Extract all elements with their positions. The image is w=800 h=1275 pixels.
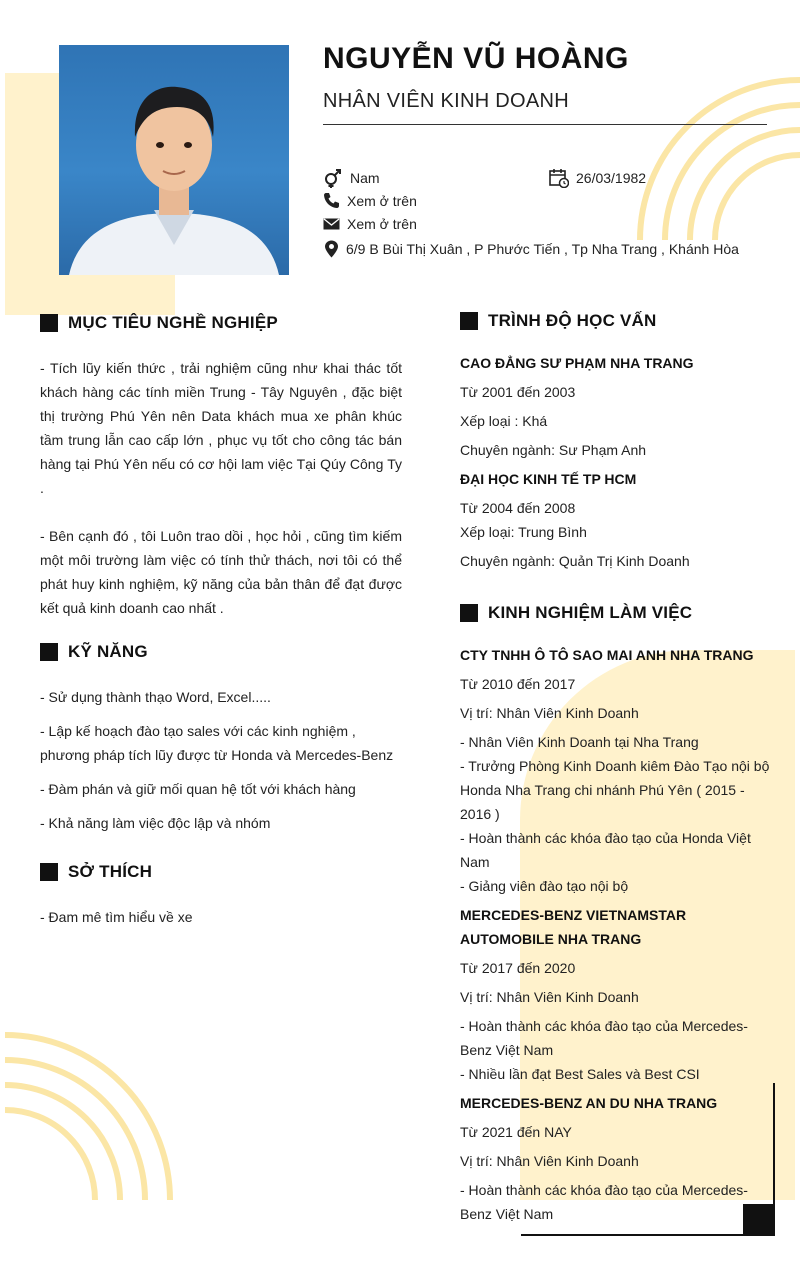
- edu-major: Chuyên ngành: Sư Phạm Anh: [460, 442, 647, 458]
- decor-arcs-top: [630, 70, 800, 240]
- school-name: CAO ĐẲNG SƯ PHẠM NHA TRANG: [460, 355, 694, 371]
- edu-major: Chuyên ngành: Quản Trị Kinh Doanh: [460, 553, 690, 569]
- section-skills-heading: [40, 642, 148, 662]
- phone-row: [323, 192, 417, 209]
- experience-list: [460, 643, 770, 1226]
- job-period: Từ 2017 đến 2020: [460, 960, 576, 976]
- email-row: [323, 216, 417, 232]
- header-divider: [323, 124, 767, 125]
- gender-value: Nam: [350, 170, 380, 186]
- job-detail: - Nhiều lần đạt Best Sales và Best CSI: [460, 1066, 700, 1082]
- heading-marker: [40, 863, 58, 881]
- job-detail: - Giảng viên đào tạo nội bộ: [460, 878, 629, 894]
- skill-item: - Sử dụng thành thạo Word, Excel.....: [40, 689, 271, 705]
- profile-photo: [59, 45, 289, 275]
- section-title: SỞ THÍCH: [68, 862, 153, 881]
- job-position: Vị trí: Nhân Viên Kinh Doanh: [460, 989, 639, 1005]
- job-detail: - Trưởng Phòng Kinh Doanh kiêm Đào Tạo nội bộ Honda Nha Trang chi nhánh Phú Yên ( 2015 - 2016 ): [460, 758, 770, 822]
- job-detail: - Hoàn thành các khóa đào tạo của Mercedes-Benz Việt Nam: [460, 1182, 748, 1222]
- objective-paragraph: - Tích lũy kiến thức , trải nghiệm cũng như khai thác tốt khách hàng các tính miền Trung - Tây Nguyên , đặc biệt thị trường Phú Yên nên Data khách mua xe phân khúc tầm trung lẫn cao cấp lớn , phục vụ tốt cho công tác bán hàng tại Phú Yên nếu có cơ hội lam việc Tại Qúy Công Ty .: [40, 360, 402, 496]
- person-silhouette-icon: [59, 45, 289, 275]
- edu-grade: Xếp loại: Trung Bình: [460, 524, 587, 540]
- hobby-item: - Đam mê tìm hiểu về xe: [40, 909, 193, 925]
- skills-list: [40, 685, 402, 845]
- dob-row: [549, 168, 646, 188]
- gender-icon: [323, 168, 343, 188]
- phone-value: Xem ở trên: [347, 192, 417, 209]
- address-value: 6/9 B Bùi Thị Xuân , P Phước Tiến , Tp Nha Trang , Khánh Hòa: [346, 241, 739, 257]
- dob-value: 26/03/1982: [576, 170, 647, 186]
- job-detail: - Hoàn thành các khóa đào tạo của Mercedes-Benz Việt Nam: [460, 1018, 748, 1058]
- address-row: [324, 240, 739, 258]
- education-list: [460, 351, 770, 573]
- skill-item: - Lập kế hoạch đào tạo sales với các kinh nghiệm , phương pháp tích lũy được từ Honda và Mercedes-Benz: [40, 723, 394, 763]
- section-title: MỤC TIÊU NGHỀ NGHIỆP: [68, 313, 278, 332]
- mail-icon: [323, 217, 340, 231]
- section-education-heading: [460, 311, 656, 331]
- candidate-name: NGUYỄN VŨ HOÀNG: [323, 42, 629, 75]
- job-detail: - Hoàn thành các khóa đào tạo của Honda Việt Nam: [460, 830, 751, 870]
- section-hobbies-heading: [40, 862, 152, 882]
- job-detail: - Nhân Viên Kinh Doanh tại Nha Trang: [460, 734, 699, 750]
- heading-marker: [460, 312, 478, 330]
- section-title: TRÌNH ĐỘ HỌC VẤN: [488, 311, 657, 330]
- edu-grade: Xếp loại : Khá: [460, 413, 548, 429]
- school-name: ĐẠI HỌC KINH TẾ TP HCM: [460, 471, 637, 487]
- calendar-icon: [549, 168, 569, 188]
- corner-frame-horizontal: [521, 1234, 775, 1236]
- skill-item: - Đàm phán và giữ mối quan hệ tốt với khách hàng: [40, 781, 356, 797]
- skill-item: - Khả năng làm việc độc lập và nhóm: [40, 815, 271, 831]
- company-name: CTY TNHH Ô TÔ SAO MAI ANH NHA TRANG: [460, 647, 754, 663]
- decor-arcs-bottom: [5, 1030, 175, 1202]
- email-value: Xem ở trên: [347, 216, 417, 232]
- location-pin-icon: [324, 240, 339, 258]
- job-position: Vị trí: Nhân Viên Kinh Doanh: [460, 705, 639, 721]
- edu-period: Từ 2004 đến 2008: [460, 500, 576, 516]
- corner-square: [743, 1204, 775, 1236]
- gender-row: [323, 168, 380, 188]
- section-objective-heading: [40, 313, 278, 333]
- edu-period: Từ 2001 đến 2003: [460, 384, 576, 400]
- section-title: KINH NGHIỆM LÀM VIỆC: [488, 603, 693, 622]
- heading-marker: [40, 314, 58, 332]
- section-experience-heading: [460, 603, 692, 623]
- phone-icon: [323, 192, 340, 209]
- job-period: Từ 2021 đến NAY: [460, 1124, 572, 1140]
- objective-text: [40, 356, 402, 644]
- company-name: MERCEDES-BENZ VIETNAMSTAR AUTOMOBILE NHA TRANG: [460, 907, 687, 947]
- section-title: KỸ NĂNG: [68, 642, 148, 661]
- job-period: Từ 2010 đến 2017: [460, 676, 576, 692]
- objective-paragraph: - Bên cạnh đó , tôi Luôn trao dồi , học hỏi , cũng tìm kiếm một môi trường làm việc có tính thử thách, nơi tôi có thể phát huy kinh nghiệm, kỹ năng của bản thân để đạt được kết quả kinh doanh cao nhất .: [40, 528, 402, 616]
- heading-marker: [40, 643, 58, 661]
- job-position: Vị trí: Nhân Viên Kinh Doanh: [460, 1153, 639, 1169]
- candidate-role: NHÂN VIÊN KINH DOANH: [323, 90, 570, 112]
- heading-marker: [460, 604, 478, 622]
- company-name: MERCEDES-BENZ AN DU NHA TRANG: [460, 1095, 718, 1111]
